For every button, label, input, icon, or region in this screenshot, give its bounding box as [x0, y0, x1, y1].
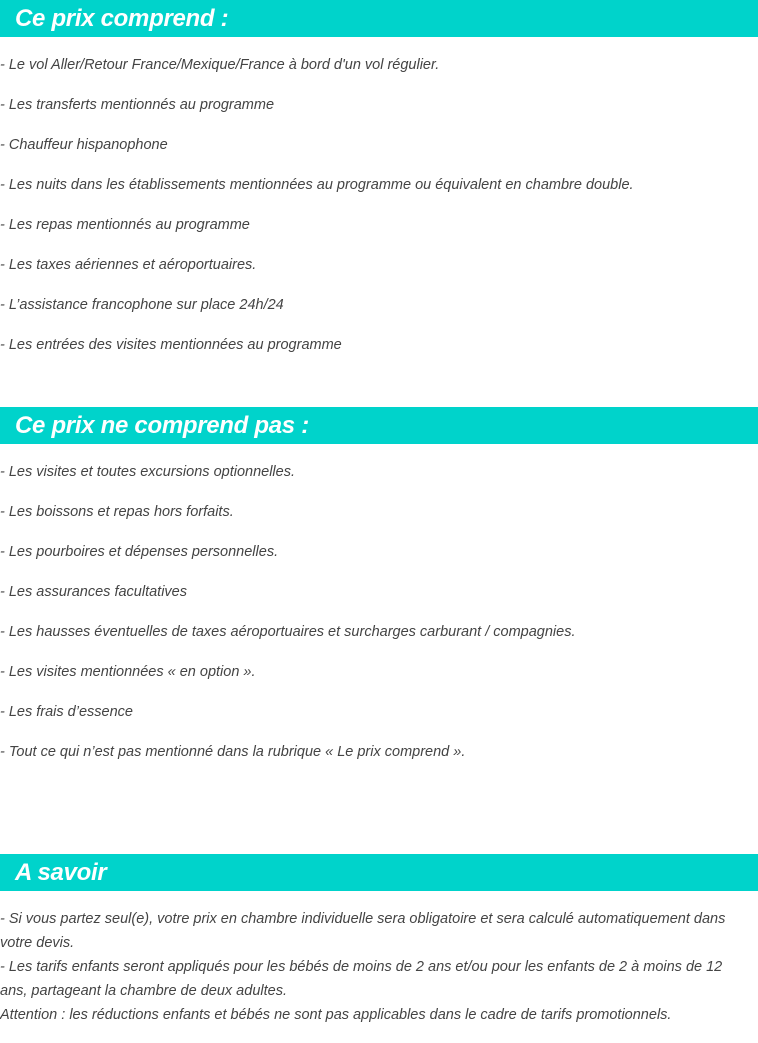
excludes-item: - Les pourboires et dépenses personnelles.: [0, 544, 279, 560]
excludes-title: Ce prix ne comprend pas :: [15, 412, 309, 439]
includes-item: - Les nuits dans les établissements mentionnées au programme ou équivalent en chambre double.: [0, 177, 634, 193]
excludes-item: - Les assurances facultatives: [0, 584, 187, 600]
info-paragraph: - Si vous partez seul(e), votre prix en chambre individuelle sera obligatoire et sera calculé automatiquement dans votre devis.: [0, 911, 726, 951]
info-paragraph: Attention : les réductions enfants et bébés ne sont pas applicables dans le cadre de tarifs promotionnels.: [0, 1007, 672, 1023]
includes-item: - Les entrées des visites mentionnées au programme: [0, 337, 342, 353]
includes-header: [0, 0, 758, 37]
excludes-item: - Les visites et toutes excursions optionnelles.: [0, 464, 295, 480]
includes-title: Ce prix comprend :: [15, 5, 229, 32]
excludes-item: - Les boissons et repas hors forfaits.: [0, 504, 234, 520]
includes-item: - Chauffeur hispanophone: [0, 137, 168, 153]
info-header: [0, 854, 758, 891]
includes-item: - Les repas mentionnés au programme: [0, 217, 250, 233]
includes-item: - Les taxes aériennes et aéroportuaires.: [0, 257, 257, 273]
excludes-item: - Les frais d’essence: [0, 704, 133, 720]
excludes-item: - Les hausses éventuelles de taxes aéroportuaires et surcharges carburant / compagnies.: [0, 624, 576, 640]
excludes-item: - Tout ce qui n’est pas mentionné dans la rubrique « Le prix comprend ».: [0, 744, 466, 760]
excludes-header: [0, 407, 758, 444]
excludes-item: - Les visites mentionnées « en option ».: [0, 664, 256, 680]
info-paragraph: - Les tarifs enfants seront appliqués pour les bébés de moins de 2 ans et/ou pour les enfants de 2 à moins de 12 ans, partageant la chambre de deux adultes.: [0, 959, 723, 999]
info-title: A savoir: [15, 859, 107, 886]
includes-item: - Les transferts mentionnés au programme: [0, 97, 275, 113]
includes-item: - Le vol Aller/Retour France/Mexique/France à bord d'un vol régulier.: [0, 57, 440, 73]
includes-item: - L’assistance francophone sur place 24h/24: [0, 297, 284, 313]
